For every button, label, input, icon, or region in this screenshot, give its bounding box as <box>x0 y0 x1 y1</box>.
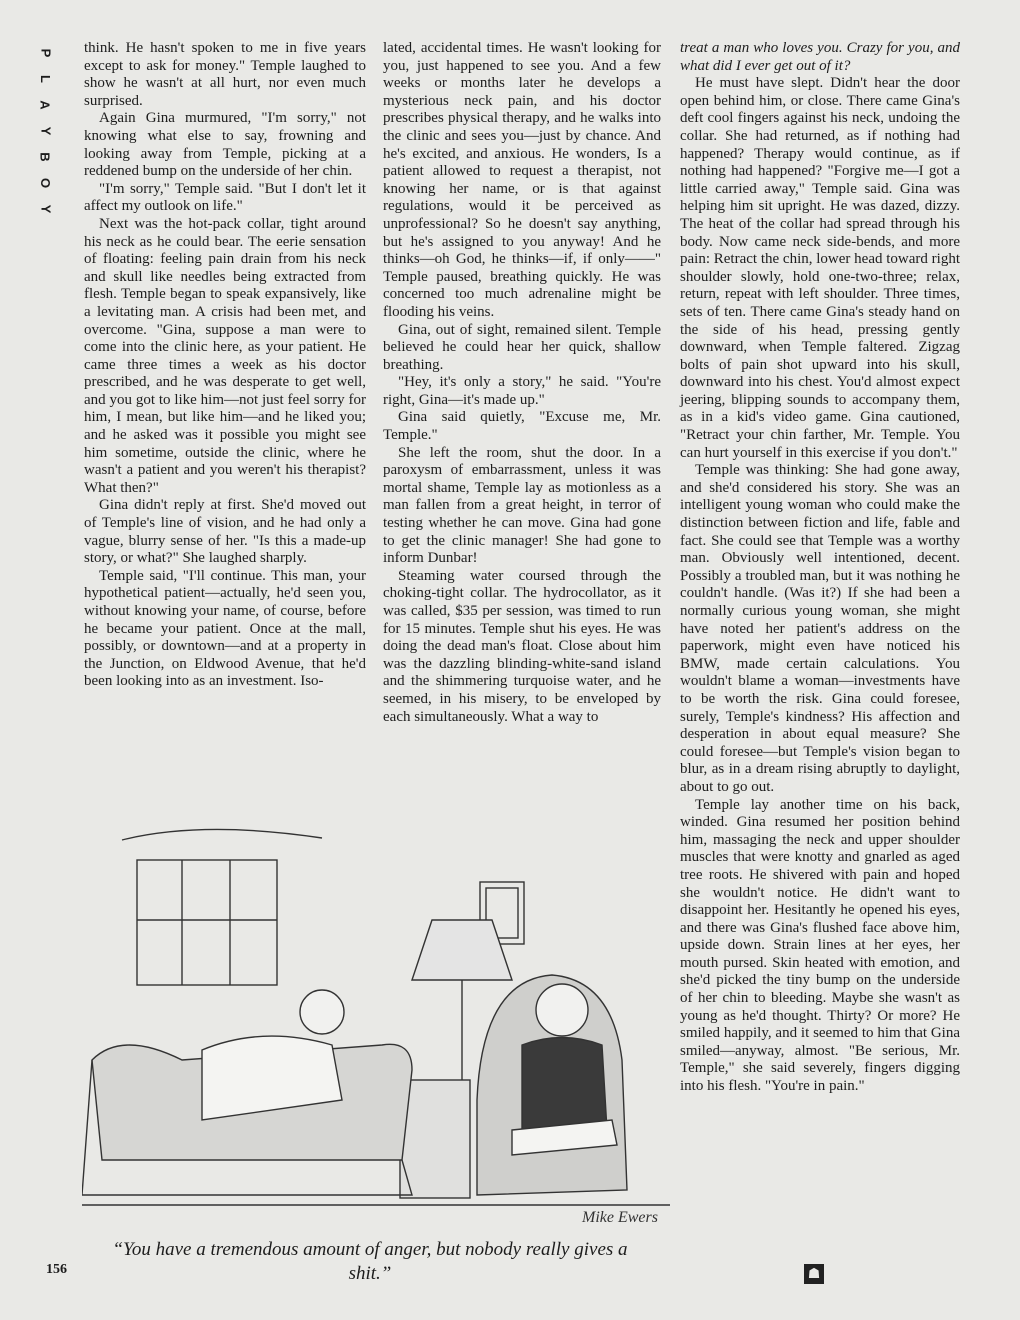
paragraph: "Hey, it's only a story," he said. "You're right, Gina—it's made up." <box>383 374 661 408</box>
end-mark-icon: ☗ <box>804 1264 824 1284</box>
paragraph: Temple lay another time on his back, winded. Gina resumed her position behind him, massaging the neck and upper shoulder muscles that were knotty and gnarled as aged tree roots. He shivered with pain and hoped she wouldn't notice. He didn't want to disappoint her. Hesitantly he opened his eyes, and there was Gina's flushed face above him, upside down. Strain lines at her eyes, her mouth pursed. Skin heated with emotion, and she'd picked the tiny bump on the underside of her chin to bleeding. Maybe she wasn't as young as he'd thought. Thirty? Or more? He smiled happily, and it seemed to him that Gina smiled—anyway, almost. "Be serious, Mr. Temple," she said severely, fingers digging into his flesh. "You're in pain." <box>680 796 960 1095</box>
text-column-1 <box>84 40 366 691</box>
spine-letter: L <box>37 75 53 83</box>
spine-letter: A <box>37 100 53 110</box>
text-column-2 <box>383 40 661 726</box>
paragraph: Temple said, "I'll continue. This man, your hypothetical patient—actually, he'd seen you, without knowing your name, of course, before he became your patient. Once at the mall, possibly, or downtown—and at a property in the Junction, on Eldwood Avenue, that he'd been looking into as an investment. Iso- <box>84 567 366 690</box>
text-column-3 <box>680 40 960 1096</box>
therapist-head <box>536 984 588 1036</box>
cartoon-illustration <box>82 800 670 1232</box>
spine-letter: B <box>37 152 53 162</box>
paragraph: Again Gina murmured, "I'm sorry," not knowing what else to say, frowning and looking away from Temple, picking at a reddened bump on the underside of her chin. <box>84 110 366 180</box>
paragraph: He must have slept. Didn't hear the door open behind him, or close. There came Gina's deft cool fingers against his neck, undoing the collar. She had returned, as if nothing had happened? Therapy would continue, as if nothing had happened? "Forgive me—I got a little carried away," Temple said. Gina was helping him sit upright. He was dazed, dizzy. The heat of the collar had spread through his body. Now came neck side-bends, and more pain: Retract the chin, lower head toward right shoulder slowly, hold one-two-three; relax, return, repeat with left shoulder. Three times, sets of ten. There came Gina's steady hand on the side of his head, pressing gently downward, when Temple faltered. Zigzag bolts of pain shot upward into his skull, downward into his chest. You'd almost expect jeering, blipping sounds to accompany them, as in a kid's video game. Gina cautioned, "Retract your chin farther, Mr. Temple. You can hurt yourself in this exercise if you don't." <box>680 75 960 461</box>
spine-playboy <box>32 40 58 222</box>
patient-head <box>300 990 344 1034</box>
cartoon-signature: Mike Ewers <box>582 1209 658 1226</box>
paragraph: Gina said quietly, "Excuse me, Mr. Temple." <box>383 409 661 444</box>
side-table <box>400 1080 470 1198</box>
spine-letter: P <box>37 48 53 58</box>
paragraph: Gina didn't reply at first. She'd moved out of Temple's line of vision, and he had only a vague, blurry sense of her. "Is this a made-up story, or what?" She laughed sharply. <box>84 497 366 567</box>
cartoon-caption: “You have a tremendous amount of anger, but nobody really gives a shit.” <box>112 1239 628 1284</box>
paragraph: Temple was thinking: She had gone away, and she'd considered his story. She was an intelligent young woman who could make the distinction between fiction and life, fable and fact. She could see that Temple was a worthy man. Obviously well intentioned, decent. Possibly a troubled man, but it was nothing he couldn't handle. (Was it?) If she had been a normally curious young woman, she might have noted her patient's address on the paperwork, might even have noticed his BMW, made certain calculations. You wouldn't blame a woman—investments have to be worth the risk. Gina could foresee, surely, Temple's kindness? His affection and desperation in about equal measure? She could foresee—but Temple's vision began to blur, as in a dream rising abruptly to daylight, about to go out. <box>680 462 960 795</box>
window-drawing <box>122 829 322 985</box>
paragraph: lated, accidental times. He wasn't looking for you, just happened to see you. And a few weeks or months later he develops a mysterious neck pain, and his doctor prescribes physical therapy, and he walks into the clinic and sees you—just by chance. And he's excited, and anxious. He wonders, Is a patient allowed to request a therapist, not knowing her name, or is that against regulations, would it be perceived as unprofessional? So he doesn't say anything, but he's assigned to you anyway! And he thinks—oh God, he thinks—if, if only——" Temple paused, breathing quickly. He was concerned too much adrenaline might be flooding his veins. <box>383 40 661 320</box>
paragraph: She left the room, shut the door. In a paroxysm of embarrassment, unless it was mortal shame, Temple lay as motionless as a man fallen from a great height, in terror of testing whether he can move. Gina had gone to get the clinic manager! She had gone to inform Dunbar! <box>383 444 661 567</box>
paragraph: Gina, out of sight, remained silent. Temple believed he could hear her quick, shallow breathing. <box>383 321 661 373</box>
paragraph: "I'm sorry," Temple said. "But I don't let it affect my outlook on life." <box>84 180 366 215</box>
spine-letter: Y <box>37 126 53 136</box>
page-number: 156 <box>46 1262 67 1277</box>
paragraph: treat a man who loves you. Crazy for you, and what did I ever get out of it? <box>680 40 960 74</box>
paragraph: Next was the hot-pack collar, tight around his neck as he could bear. The eerie sensation of floating: feeling pain drain from his neck and skull like needles being extracted from flesh. Temple began to speak expansively, like a levitating man. A crisis had been met, and overcome. "Gina, suppose a man were to come into the clinic here, as your patient. He came three times a week as his doctor prescribed, and he was desperate to get well, and you got to like him—not just feel sorry for him, I mean, but like him—and he liked you; and he asked was it possible you might see him sometime, outside the clinic, where he wasn't a patient and you weren't his therapist? What then?" <box>84 215 366 496</box>
paragraph: Steaming water coursed through the choking-tight collar. The hydrocollator, as it was called, $35 per session, was timed to run for 15 minutes. Temple shut his eyes. He was doing the dead man's float. Close about him was the dazzling blinding-white-sand island and the shimmering turquoise water, and he seemed, in his misery, to be enveloped by each simultaneously. What a way to <box>383 567 661 725</box>
paragraph: think. He hasn't spoken to me in five years except to ask for money." Temple laughed to show he wasn't at all hurt, nor even much surprised. <box>84 40 366 109</box>
spine-letter: Y <box>37 204 53 214</box>
spine-letter: O <box>38 177 53 189</box>
lamp-shade <box>412 920 512 980</box>
